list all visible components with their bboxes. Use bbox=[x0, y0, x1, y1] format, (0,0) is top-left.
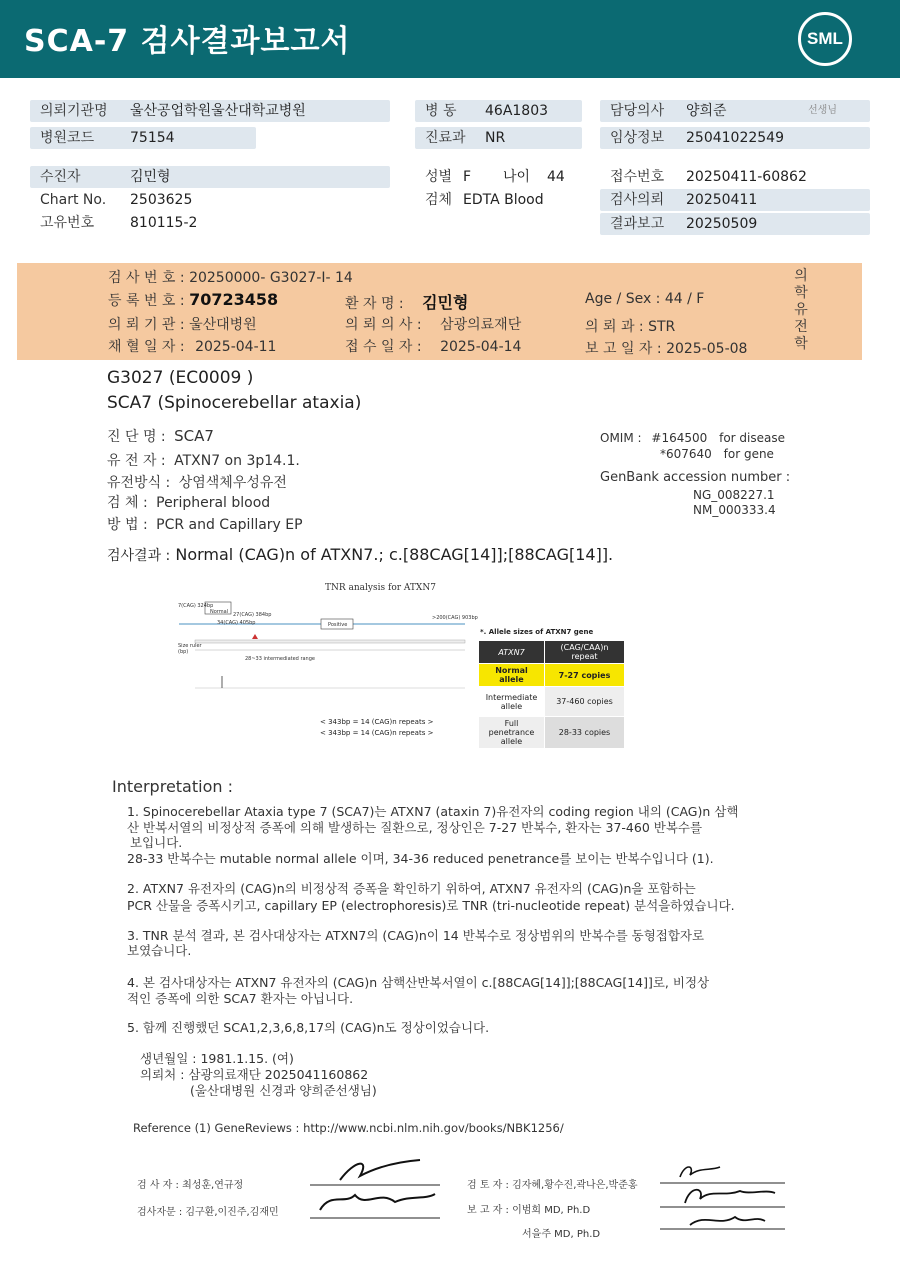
label-7cag: 7(CAG) 324bp bbox=[178, 603, 214, 609]
dept-field: 진료과 NR bbox=[415, 127, 582, 149]
allele-row-name: Intermediate allele bbox=[479, 687, 545, 717]
allele-row-name: Full penetrance allele bbox=[479, 717, 545, 749]
requesting-org-field: 의뢰기관명 울산공업학원울산대학교병원 bbox=[30, 100, 390, 122]
doctor-field: 담당의사 양희준 선생님 bbox=[600, 100, 870, 122]
page-title: SCA-7 검사결과보고서 bbox=[24, 24, 351, 59]
patient-name: 환 자 명 : 김민형 bbox=[345, 293, 469, 312]
reg-no: 등 록 번 호 : 70723458 bbox=[108, 290, 279, 309]
referrer: 의뢰처 : 삼광의료재단 2025041160862 bbox=[140, 1067, 369, 1082]
omim-line2: *607640 for gene bbox=[660, 447, 774, 461]
label-positive: Positive bbox=[328, 622, 348, 628]
examinee-field: 수진자 김민형 bbox=[30, 166, 390, 188]
test-result: 검사결과 : Normal (CAG)n of ATXN7.; c.[88CAG[14]];[88CAG[14]]. bbox=[107, 545, 614, 564]
allele-row-value: 37-460 copies bbox=[545, 687, 625, 717]
requesting-org: 의 뢰 기 관 : 울산대병원 bbox=[108, 317, 257, 333]
peak-marker bbox=[252, 634, 258, 639]
interp-p1a: 1. Spinocerebellar Ataxia type 7 (SCA7)는 ATXN7 (ataxin 7)유전자의 coding region 내의 (CAG)n 삼핵 bbox=[127, 804, 739, 819]
referrer-detail: (울산대병원 신경과 양희준선생님) bbox=[190, 1083, 377, 1098]
collection-date: 채 혈 일 자 : 2025-04-11 bbox=[108, 339, 277, 355]
label-200cag: >200(CAG) 903bp bbox=[432, 615, 478, 621]
gene: 유 전 자 : ATXN7 on 3p14.1. bbox=[107, 453, 300, 469]
test-code: G3027 (EC0009 ) bbox=[107, 368, 254, 388]
receipt-date: 접 수 일 자 : 2025-04-14 bbox=[345, 339, 522, 355]
label-intermediate-range: 28~33 intermediated range bbox=[245, 656, 315, 662]
interp-p2b: PCR 산물을 증폭시키고, capillary EP (electrophoresis)로 TNR (tri-nucleotide repeat) 분석을하였습니다. bbox=[127, 898, 735, 913]
repeat-note-2: < 343bp = 14 (CAG)n repeats > bbox=[320, 729, 434, 737]
allele-row-value: 7-27 copies bbox=[545, 664, 625, 687]
label-27cag: 27(CAG) 384bp bbox=[233, 612, 272, 618]
reviewer: 검 토 자 : 김자혜,황수진,곽나은,박준홍 bbox=[467, 1180, 638, 1191]
allele-table-title: *. Allele sizes of ATXN7 gene bbox=[480, 628, 594, 636]
sml-logo: SML bbox=[798, 12, 852, 66]
reference: Reference (1) GeneReviews : http://www.ncbi.nlm.nih.gov/books/NBK1256/ bbox=[133, 1121, 564, 1135]
interp-p4a: 4. 본 검사대상자는 ATXN7 유전자의 (CAG)n 삼핵산반복서열이 c.[88CAG[14]];[88CAG[14]]로, 비정상 bbox=[127, 975, 710, 990]
result-report-field: 결과보고 20250509 bbox=[600, 213, 870, 235]
genbank-nm: NM_000333.4 bbox=[693, 503, 776, 517]
interpretation-heading: Interpretation : bbox=[112, 777, 233, 796]
interp-p4b: 적인 증폭에 의한 SCA7 환자는 아닙니다. bbox=[127, 991, 354, 1006]
specimen: 검 체 : Peripheral blood bbox=[107, 495, 271, 511]
ward-field: 병 동 46A1803 bbox=[415, 100, 582, 122]
interp-p3a: 3. TNR 분석 결과, 본 검사대상자는 ATXN7의 (CAG)n이 14 반복수로 정상범위의 반복수를 동형접합자로 bbox=[127, 928, 705, 943]
allele-row-name: Normal allele bbox=[479, 664, 545, 687]
chart-no-field: Chart No. 2503625 bbox=[40, 192, 193, 208]
unique-no-field: 고유번호 810115-2 bbox=[40, 215, 198, 231]
test-name: SCA7 (Spinocerebellar ataxia) bbox=[107, 393, 362, 413]
interp-p1c: 보입니다. bbox=[130, 835, 183, 850]
tester-signature bbox=[300, 1150, 450, 1225]
age-sex: Age / Sex : 44 / F bbox=[585, 291, 705, 307]
method: 방 법 : PCR and Capillary EP bbox=[107, 517, 303, 533]
allele-row-value: 28-33 copies bbox=[545, 717, 625, 749]
date-of-birth: 생년월일 : 1981.1.15. (여) bbox=[140, 1051, 294, 1066]
interp-p1b: 산 반복서열의 비정상적 증폭에 의해 발생하는 질환으로, 정상인은 7-27 반복수, 환자는 37-460 반복수를 bbox=[127, 820, 703, 835]
diagnosis: 진 단 명 : SCA7 bbox=[107, 427, 214, 445]
advisor: 검사자문 : 김구환,이진주,김재민 bbox=[137, 1207, 279, 1218]
genbank-label: GenBank accession number : bbox=[600, 470, 791, 485]
repeat-note-1: < 343bp = 14 (CAG)n repeats > bbox=[320, 718, 434, 726]
label-normal: Normal bbox=[210, 609, 229, 615]
tester: 검 사 자 : 최성훈,연규정 bbox=[137, 1180, 244, 1191]
receipt-no-field: 접수번호 20250411-60862 bbox=[610, 169, 807, 185]
figure-title: TNR analysis for ATXN7 bbox=[325, 583, 436, 593]
requester: 의 뢰 의 사 : 삼광의료재단 bbox=[345, 317, 522, 333]
interp-p1d: 28-33 반복수는 mutable normal allele 이며, 34-36 reduced penetrance를 보이는 반복수입니다 (1). bbox=[127, 851, 714, 866]
interp-p3b: 보였습니다. bbox=[127, 943, 192, 958]
reviewer-signature bbox=[655, 1155, 790, 1235]
size-ruler-bar bbox=[195, 640, 465, 643]
tnr-electropherogram bbox=[175, 598, 470, 713]
clinical-info-field: 임상정보 25041022549 bbox=[600, 127, 870, 149]
test-no: 검 사 번 호 : 20250000- G3027-I- 14 bbox=[108, 270, 353, 286]
label-34cag: 34(CAG) 405bp bbox=[217, 620, 256, 626]
test-request-field: 검사의뢰 20250411 bbox=[600, 189, 870, 211]
hospital-code-field: 병원코드 75154 bbox=[30, 127, 256, 149]
interp-p2a: 2. ATXN7 유전자의 (CAG)n의 비정상적 증폭을 확인하기 위하여, ATXN7 유전자의 (CAG)n을 포함하는 bbox=[127, 881, 696, 896]
sex-age-field: 성별 F 나이 44 bbox=[425, 169, 565, 185]
genbank-ng: NG_008227.1 bbox=[693, 488, 775, 502]
requesting-dept: 의 뢰 과 : STR bbox=[585, 319, 676, 335]
allele-header-gene: ATXN7 bbox=[479, 641, 545, 664]
report-date: 보 고 일 자 : 2025-05-08 bbox=[585, 341, 748, 357]
reporter: 보 고 자 : 이범희 MD, Ph.D bbox=[467, 1205, 591, 1216]
allele-size-table bbox=[478, 640, 625, 749]
allele-header-repeat: (CAG/CAA)n repeat bbox=[545, 641, 625, 664]
reporter-2: 서을주 MD, Ph.D bbox=[522, 1229, 601, 1240]
department-vertical-label: 의학유전학 bbox=[794, 268, 808, 352]
omim-line1: OMIM : #164500 for disease bbox=[600, 431, 785, 445]
label-size-ruler: Size ruler (bp) bbox=[178, 643, 202, 655]
interp-p5: 5. 함께 진행했던 SCA1,2,3,6,8,17의 (CAG)n도 정상이었습니다. bbox=[127, 1020, 490, 1035]
specimen-field: 검체 EDTA Blood bbox=[425, 192, 544, 208]
inheritance: 유전방식 : 상염색체우성유전 bbox=[107, 475, 287, 491]
